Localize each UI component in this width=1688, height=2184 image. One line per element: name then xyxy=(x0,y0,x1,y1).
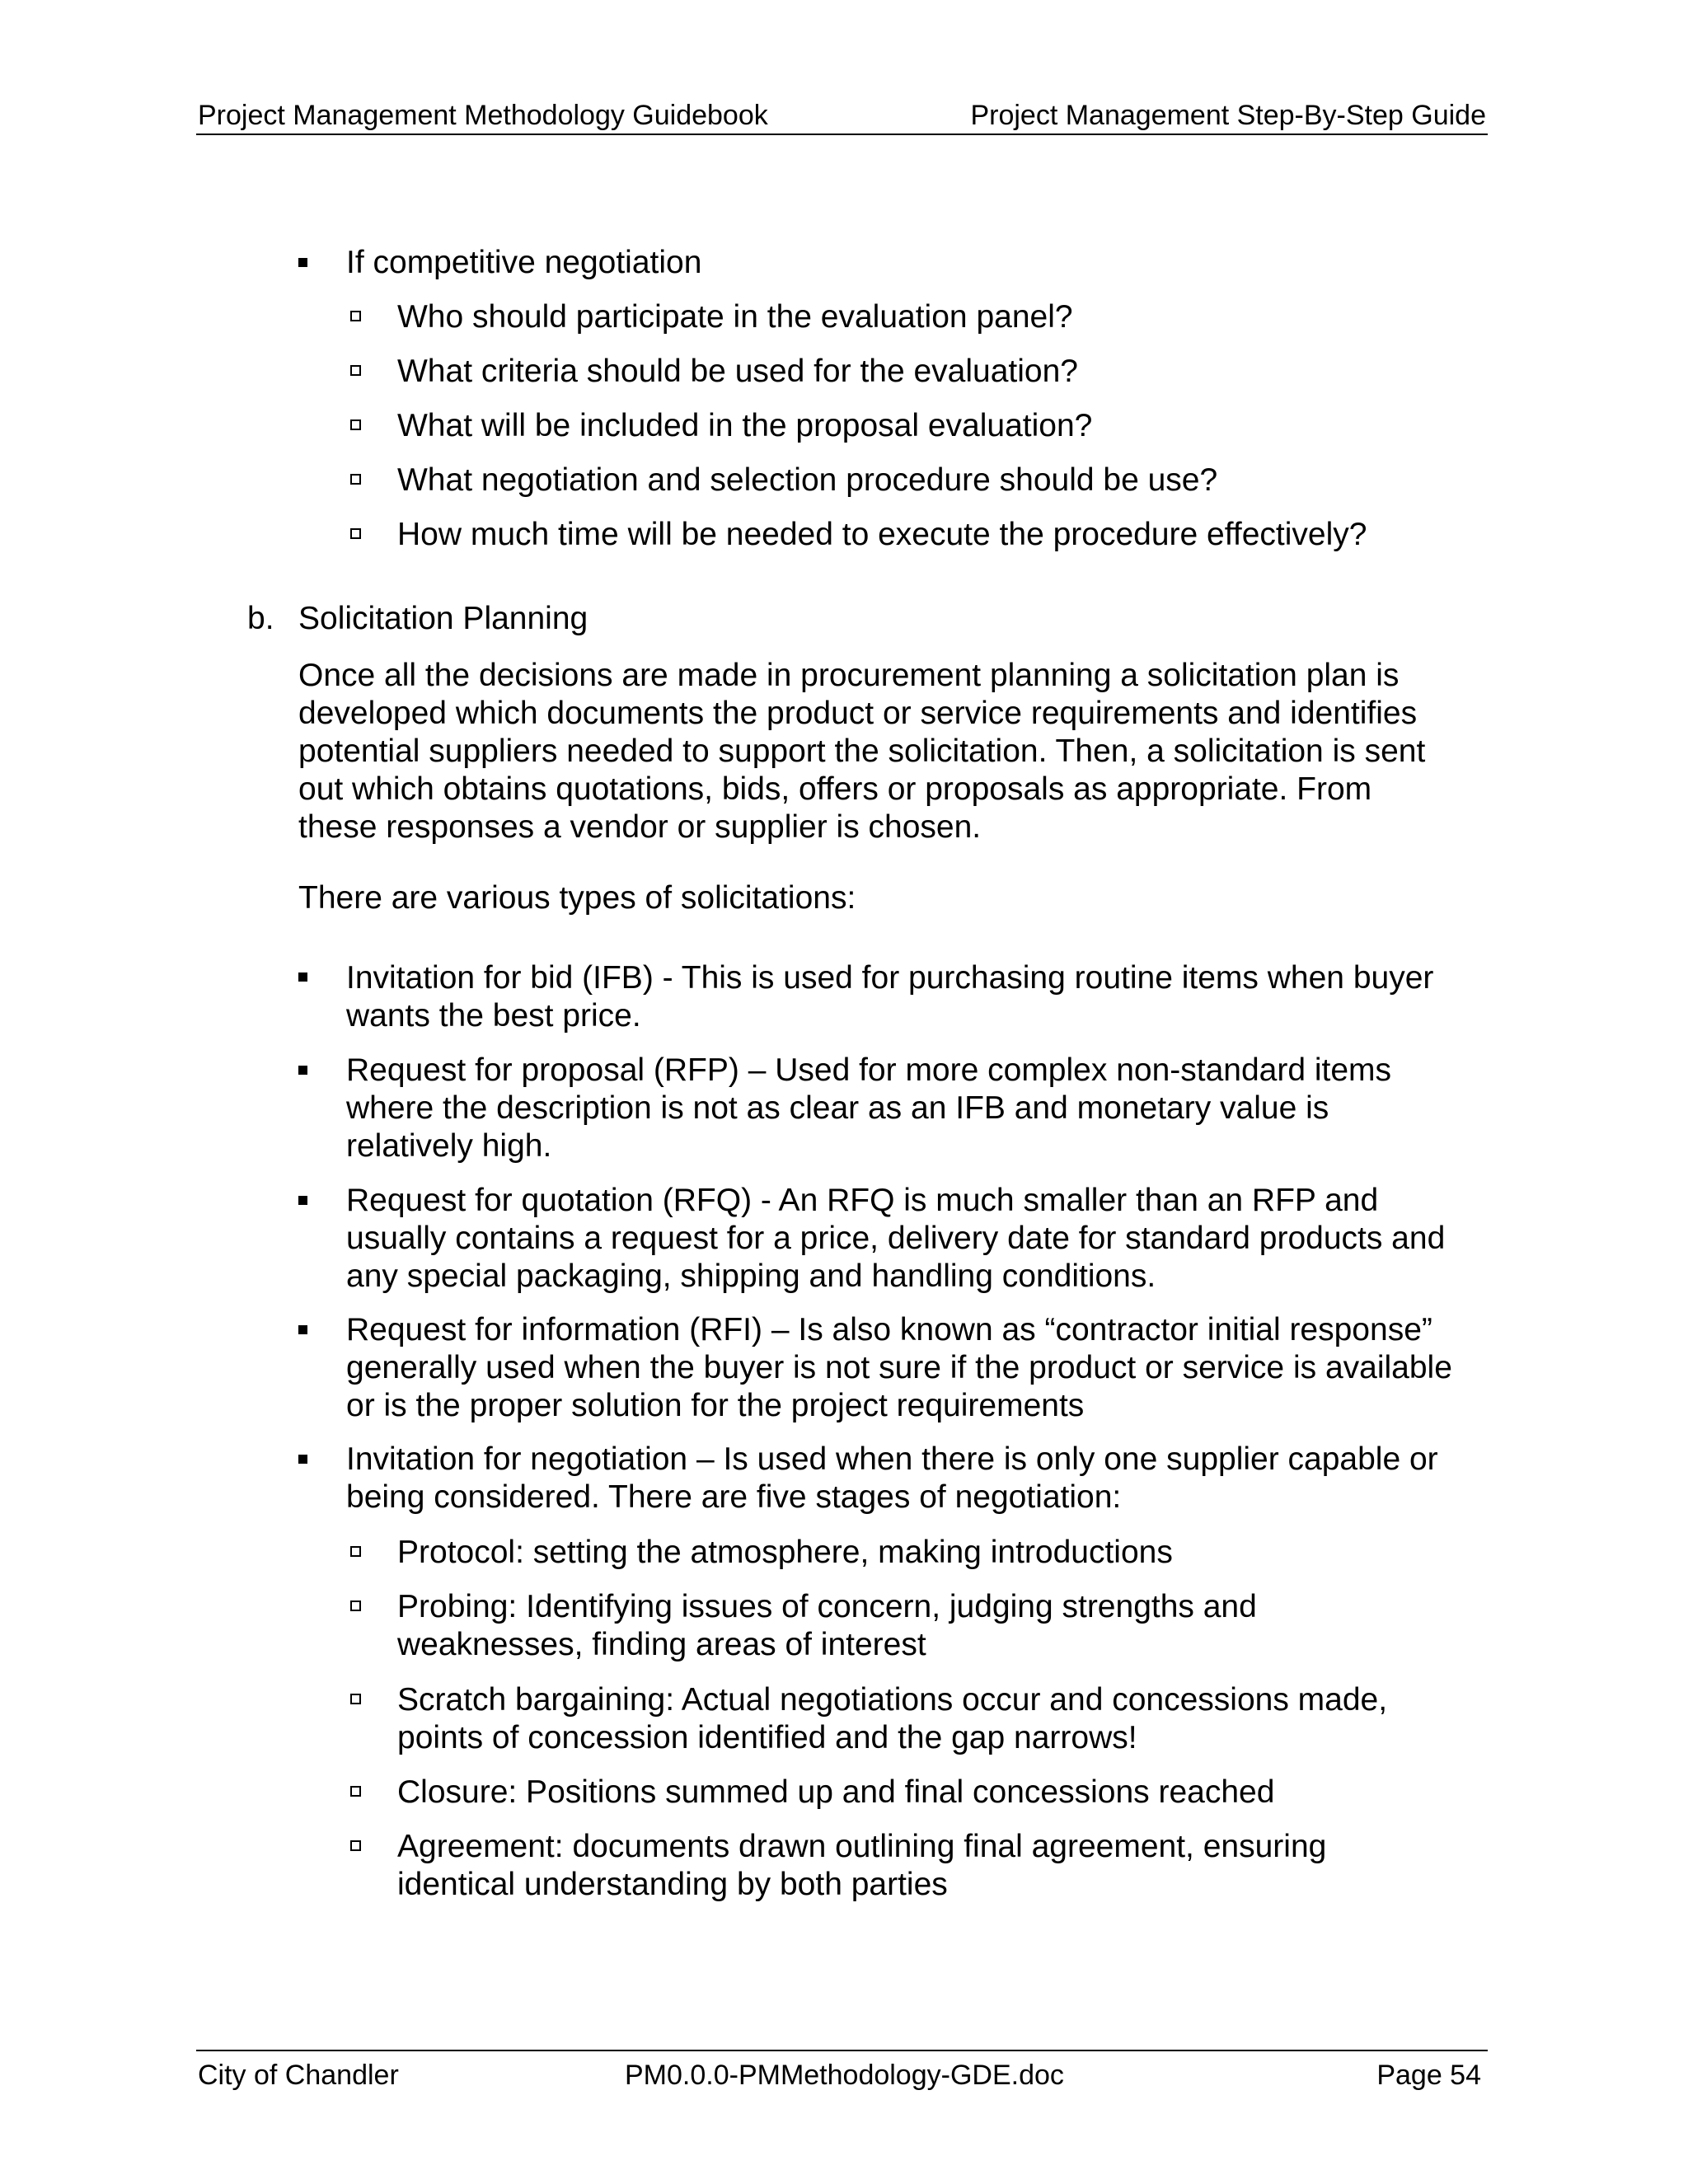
list-item-line: wants the best price. xyxy=(346,998,641,1033)
list-item xyxy=(397,1588,1493,1664)
square-bullet-icon xyxy=(298,1455,307,1464)
section-title: Solicitation Planning xyxy=(298,601,588,636)
list-item-line: Request for proposal (RFP) – Used for more complex non-standard items xyxy=(346,1052,1392,1088)
hollow-square-bullet-icon xyxy=(350,311,361,321)
list-item xyxy=(346,1182,1500,1296)
hollow-square-bullet-icon xyxy=(350,1786,361,1797)
list-item-line: or is the proper solution for the project requirements xyxy=(346,1388,1085,1423)
list-item xyxy=(397,1534,1493,1572)
footer-filename: PM0.0.0-PMMethodology-GDE.doc xyxy=(625,2060,1064,2091)
list-item-line: Agreement: documents drawn outlining final agreement, ensuring xyxy=(397,1829,1327,1864)
hollow-square-bullet-icon xyxy=(350,365,361,376)
competitive-negotiation-heading: If competitive negotiation xyxy=(346,245,702,280)
hollow-square-bullet-icon xyxy=(350,419,361,430)
list-item xyxy=(346,1311,1500,1425)
paragraph-line: out which obtains quotations, bids, offers or proposals as appropriate. From xyxy=(298,771,1372,807)
list-item-line: Closure: Positions summed up and final concessions reached xyxy=(397,1774,1275,1810)
list-item-line: being considered. There are five stages of negotiation: xyxy=(346,1479,1122,1515)
list-item-line: any special packaging, shipping and handling conditions. xyxy=(346,1258,1156,1294)
list-item-line: Request for information (RFI) – Is also known as “contractor initial response” xyxy=(346,1312,1432,1347)
list-item xyxy=(397,1774,1493,1811)
hollow-square-bullet-icon xyxy=(350,1601,361,1611)
paragraph-line: developed which documents the product or service requirements and identifies xyxy=(298,696,1418,731)
list-item-line: Request for quotation (RFQ) - An RFQ is much smaller than an RFP and xyxy=(346,1183,1379,1218)
list-item-line: identical understanding by both parties xyxy=(397,1867,948,1902)
list-item-line: where the description is not as clear as an IFB and monetary value is xyxy=(346,1090,1329,1126)
list-item: What criteria should be used for the evaluation? xyxy=(397,354,1078,389)
list-item-line: usually contains a request for a price, delivery date for standard products and xyxy=(346,1221,1446,1256)
hollow-square-bullet-icon xyxy=(350,474,361,485)
page-footer xyxy=(196,2050,1488,2093)
hollow-square-bullet-icon xyxy=(350,1694,361,1704)
list-item: What negotiation and selection procedure should be use? xyxy=(397,462,1218,498)
list-item xyxy=(346,959,1500,1035)
hollow-square-bullet-icon xyxy=(350,1546,361,1557)
list-item-line: Probing: Identifying issues of concern, judging strengths and xyxy=(397,1589,1257,1624)
square-bullet-icon xyxy=(298,258,307,267)
square-bullet-icon xyxy=(298,972,307,982)
list-item xyxy=(397,1828,1493,1904)
header-left-title: Project Management Methodology Guidebook xyxy=(198,100,768,131)
section-marker: b. xyxy=(247,601,274,636)
list-item: How much time will be needed to execute the procedure effectively? xyxy=(397,517,1367,552)
hollow-square-bullet-icon xyxy=(350,1840,361,1851)
list-item xyxy=(346,1441,1500,1516)
types-intro: There are various types of solicitations: xyxy=(298,880,856,916)
list-item: What will be included in the proposal evaluation? xyxy=(397,408,1093,443)
paragraph-line: these responses a vendor or supplier is chosen. xyxy=(298,809,982,845)
header-right-title: Project Management Step-By-Step Guide xyxy=(970,100,1486,131)
list-item-line: generally used when the buyer is not sure if the product or service is available xyxy=(346,1350,1452,1385)
list-item: Who should participate in the evaluation panel? xyxy=(397,299,1073,335)
paragraph-line: potential suppliers needed to support the solicitation. Then, a solicitation is sent xyxy=(298,733,1426,769)
list-item-line: weaknesses, finding areas of interest xyxy=(397,1627,926,1662)
solicitation-paragraph xyxy=(298,657,1502,846)
page-header xyxy=(196,97,1488,135)
list-item-line: Invitation for bid (IFB) - This is used for purchasing routine items when buyer xyxy=(346,960,1434,996)
list-item-line: Scratch bargaining: Actual negotiations occur and concessions made, xyxy=(397,1682,1388,1718)
list-item-line: Protocol: setting the atmosphere, making introductions xyxy=(397,1535,1173,1570)
list-item-line: points of concession identified and the gap narrows! xyxy=(397,1720,1137,1755)
list-item-line: relatively high. xyxy=(346,1128,552,1164)
square-bullet-icon xyxy=(298,1325,307,1334)
hollow-square-bullet-icon xyxy=(350,528,361,539)
square-bullet-icon xyxy=(298,1066,307,1075)
paragraph-line: Once all the decisions are made in procurement planning a solicitation plan is xyxy=(298,658,1400,693)
list-item-line: Invitation for negotiation – Is used when there is only one supplier capable or xyxy=(346,1441,1438,1477)
list-item xyxy=(346,1052,1500,1165)
footer-organization: City of Chandler xyxy=(198,2060,399,2091)
list-item xyxy=(397,1681,1493,1757)
square-bullet-icon xyxy=(298,1196,307,1205)
page-number: Page 54 xyxy=(1376,2060,1481,2091)
